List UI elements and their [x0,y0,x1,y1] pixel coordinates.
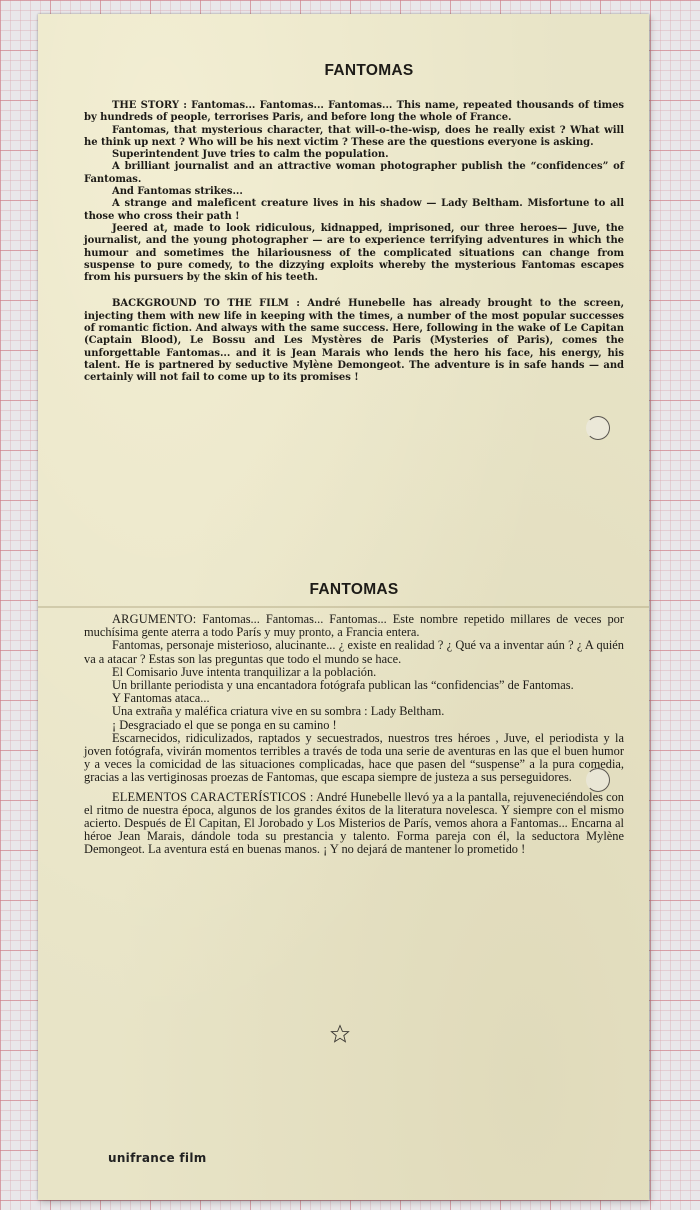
spanish-background-label: ELEMENTOS CARACTERÍSTICOS : [112,789,314,804]
spanish-background-paragraph: ELEMENTOS CARACTERÍSTICOS : André Hunebelle llevó ya a la pantalla, rejuveneciéndoles con el ritmo de nuestra época, algunos de los grandes éxitos de la literatura novelesca. Y siempre con el mismo acierto. Después de El Capitan, El Jorobado y Los Misterios de París, vemos ahora a Fantomas... Encarna al héroe Jean Marais, dándole toda su prestancia y talento. Forma pareja con él, la seductora Mylène Demongeot. La aventura está en buenas manos. ¡ Y no dejará de mantener lo prometido ! [84,789,625,857]
spanish-story-paragraph-8: Escarnecidos, ridiculizados, raptados y secuestrados, nuestros tres héroes , Juve, el periodista y la joven fotógrafa, vivirán momentos terribles a través de toda una serie de aventuras en las que el buen humor y a veces la comicidad de las situaciones complicadas, hace que pasen del “suspense” a la pura comedia, gracias a las vertiginosas proezas de Fantomas, que escapa siempre de justeza a sus perseguidores. [84,730,624,785]
spanish-story-paragraph-6: Una extraña y maléfica criatura vive en su sombra : Lady Beltham. [112,704,445,719]
star-outline-icon [330,1024,350,1044]
english-story-label: THE STORY : [112,100,187,111]
english-story-paragraph-7: Jeered at, made to look ridiculous, kidnapped, imprisoned, our three heroes— Juve, the journalist, and the young photographer — are to experience terrifying adventures in which the humour and sometimes the hilariousness of the complicated situations can change from suspense to pure comedy, to the dizzying exploits whereby the mysterious Fantomas escapes from his pursuers by the skin of his teeth. [84,222,624,284]
english-background-label: BACKGROUND TO THE FILM : [112,298,300,310]
english-story-paragraph-1: THE STORY : Fantomas... Fantomas... Fantomas... This name, repeated thousands of times by hundreds of people, terrorises Paris, and before long the whole of France. [84,100,624,124]
spanish-story-paragraph-5: Y Fantomas ataca... [112,691,210,706]
english-background-paragraph: BACKGROUND TO THE FILM : André Hunebelle has already brought to the screen, injecting them with new life in keeping with the times, a number of the most popular successes of romantic fiction. And always with the same success. Here, following in the wake of Le Capitan (Captain Blood), Le Bossu and Les Mystères de Paris (Mysteries of Paris), comes the unforgettable Fantomas... and it is Jean Marais who lends the hero his face, his energy, his talent. He is partnered by seductive Mylène Demongeot. The adventure is in safe hands — and certainly will not fail to come up to its promises ! [84,298,625,384]
spanish-story-paragraph-4: Un brillante periodista y una encantadora fotógrafa publican las “confidencias” de Fantomas. [112,678,574,693]
english-body [84,100,624,385]
spanish-story-label: ARGUMENTO: [112,612,197,626]
document-sheet [38,14,649,1200]
english-story-paragraph-6: A strange and maleficent creature lives in his shadow — Lady Beltham. Misfortune to all those who cross their path ! [84,198,624,222]
english-title: FANTOMAS [324,62,414,79]
english-story-paragraph-2: Fantomas, that mysterious character, that will-o-the-wisp, does he really exist ? What will he think up next ? Who will be his next victim ? These are the questions everyone is asking. [84,124,624,148]
spanish-story-paragraph-3: El Comisario Juve intenta tranquilizar a la población. [112,664,377,679]
punch-hole-top [586,416,610,440]
spanish-title: FANTOMAS [309,581,399,598]
spanish-story-paragraph-1: ARGUMENTO: Fantomas... Fantomas... Fantomas... Este nombre repetido millares de veces por muchísima gente aterra a todo París y muy pronto, a Francia entera. [84,612,624,640]
publisher-brand: unifrance film [108,1151,207,1165]
spanish-body [84,613,624,857]
spanish-section [84,581,624,857]
english-story-paragraph-3: Superintendent Juve tries to calm the population. [112,149,389,161]
english-section [84,62,624,385]
english-story-paragraph-4: A brilliant journalist and an attractive woman photographer publish the “confidences” of Fantomas. [84,161,624,185]
english-story-paragraph-5: And Fantomas strikes... [112,186,243,198]
spanish-story-paragraph-2: Fantomas, personaje misterioso, alucinante... ¿ existe en realidad ? ¿ Qué va a inventar aún ? ¿ A quién va a atacar ? Estas son las preguntas que todo el mundo se hace. [84,638,624,666]
spanish-story-paragraph-7: ¡ Desgraciado el que se ponga en su camino ! [112,717,337,732]
